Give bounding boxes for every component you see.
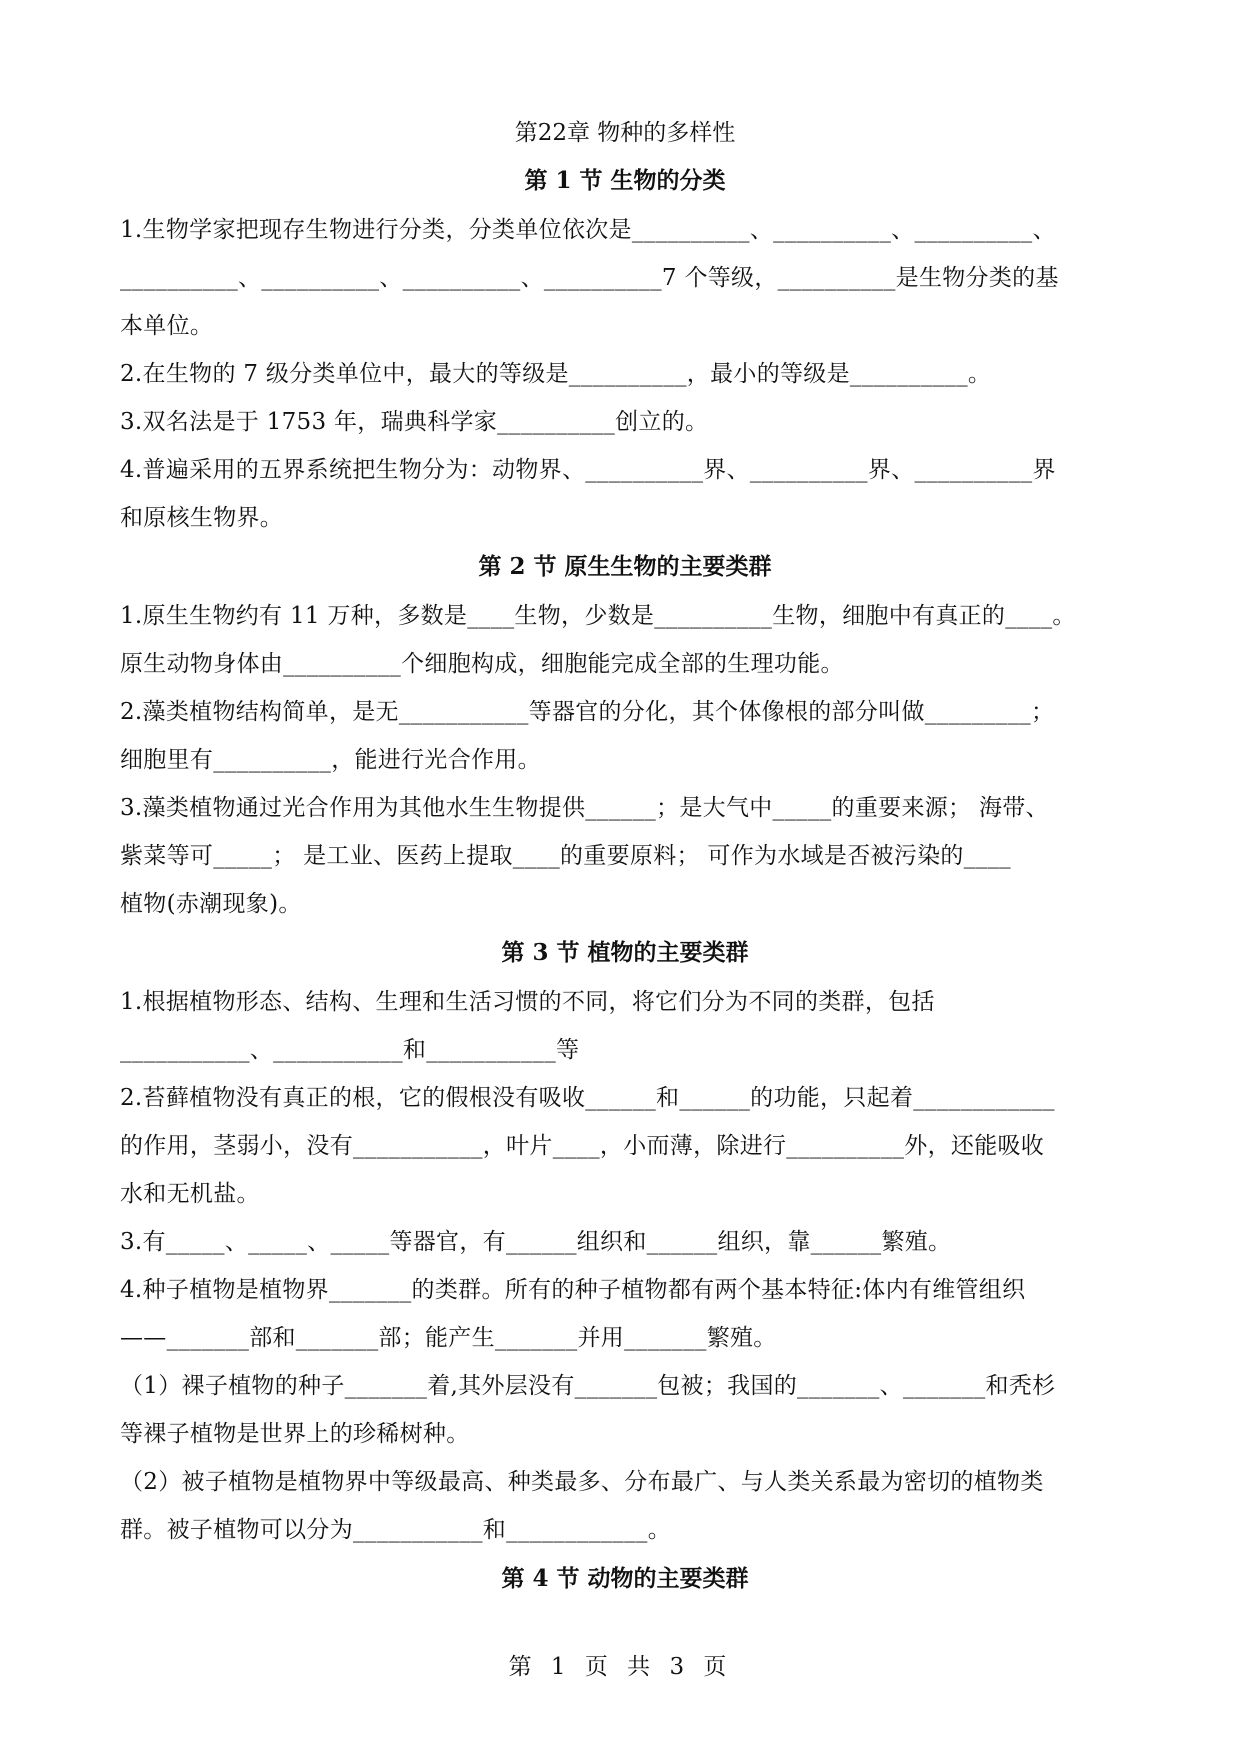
- text-line: 1.根据植物形态、结构、生理和生活习惯的不同，将它们分为不同的类群，包括: [120, 989, 935, 1015]
- section-title-4: 第 4 节 动物的主要类群: [501, 1565, 749, 1592]
- section-title-1: 第 1 节 生物的分类: [524, 167, 726, 194]
- section-title-2: 第 2 节 原生生物的主要类群: [478, 553, 772, 580]
- text-line: 和原核生物界。: [120, 505, 284, 531]
- text-line: 2.在生物的 7 级分类单位中，最大的等级是__________，最小的等级是__________。: [120, 361, 992, 387]
- text-line: 1.原生生物约有 11 万种，多数是____生物，少数是__________生物，细胞中有真正的____。: [120, 603, 1076, 629]
- text-line: 的作用，茎弱小，没有___________，叶片____，小而薄，除进行__________外，还能吸收: [120, 1133, 1045, 1159]
- text-line: 3.有_____、_____、_____等器官，有______组织和______组织，靠______繁殖。: [120, 1229, 952, 1255]
- text-line: 2.苔藓植物没有真正的根，它的假根没有吸收______和______的功能，只起着____________: [120, 1085, 1055, 1111]
- text-line: ——_______部和_______部；能产生_______并用_______繁殖。: [120, 1325, 777, 1351]
- text-line: 3.双名法是于 1753 年，瑞典科学家__________创立的。: [120, 409, 709, 435]
- text-line: __________、__________、__________、__________7 个等级，__________是生物分类的基: [120, 265, 1059, 291]
- text-line: 等裸子植物是世界上的珍稀树种。: [120, 1421, 470, 1447]
- text-line: 紫菜等可_____； 是工业、医药上提取____的重要原料； 可作为水域是否被污染的____: [120, 843, 1011, 869]
- text-line: （2）被子植物是植物界中等级最高、种类最多、分布最广、与人类关系最为密切的植物类: [120, 1469, 1044, 1495]
- text-line: 本单位。: [120, 313, 214, 339]
- document-page: [120, 100, 1130, 1604]
- text-line: 水和无机盐。: [120, 1181, 260, 1207]
- text-line: 原生动物身体由__________个细胞构成，细胞能完成全部的生理功能。: [120, 651, 844, 677]
- text-line: 4.种子植物是植物界_______的类群。所有的种子植物都有两个基本特征:体内有维管组织: [120, 1277, 1026, 1303]
- text-line: 植物(赤潮现象)。: [120, 891, 302, 917]
- section-title-3: 第 3 节 植物的主要类群: [501, 939, 749, 966]
- text-line: （1）裸子植物的种子_______着,其外层没有_______包被；我国的_______、_______和秃杉: [120, 1373, 1056, 1399]
- text-line: 1.生物学家把现存生物进行分类，分类单位依次是__________、__________、__________、: [120, 217, 1056, 243]
- text-line: 群。被子植物可以分为___________和____________。: [120, 1517, 671, 1543]
- page-footer: 第 1 页 共 3 页: [508, 1654, 733, 1680]
- text-line: 4.普遍采用的五界系统把生物分为：动物界、__________界、__________界、__________界: [120, 457, 1056, 483]
- text-line: 2.藻类植物结构简单，是无___________等器官的分化，其个体像根的部分叫做_________；: [120, 699, 1055, 725]
- chapter-title: 第22章 物种的多样性: [514, 120, 736, 146]
- text-line: 细胞里有__________，能进行光合作用。: [120, 747, 541, 773]
- text-line: 3.藻类植物通过光合作用为其他水生生物提供______；是大气中_____的重要来源； 海带、: [120, 795, 1049, 821]
- text-line: ___________、___________和___________等: [120, 1037, 580, 1063]
